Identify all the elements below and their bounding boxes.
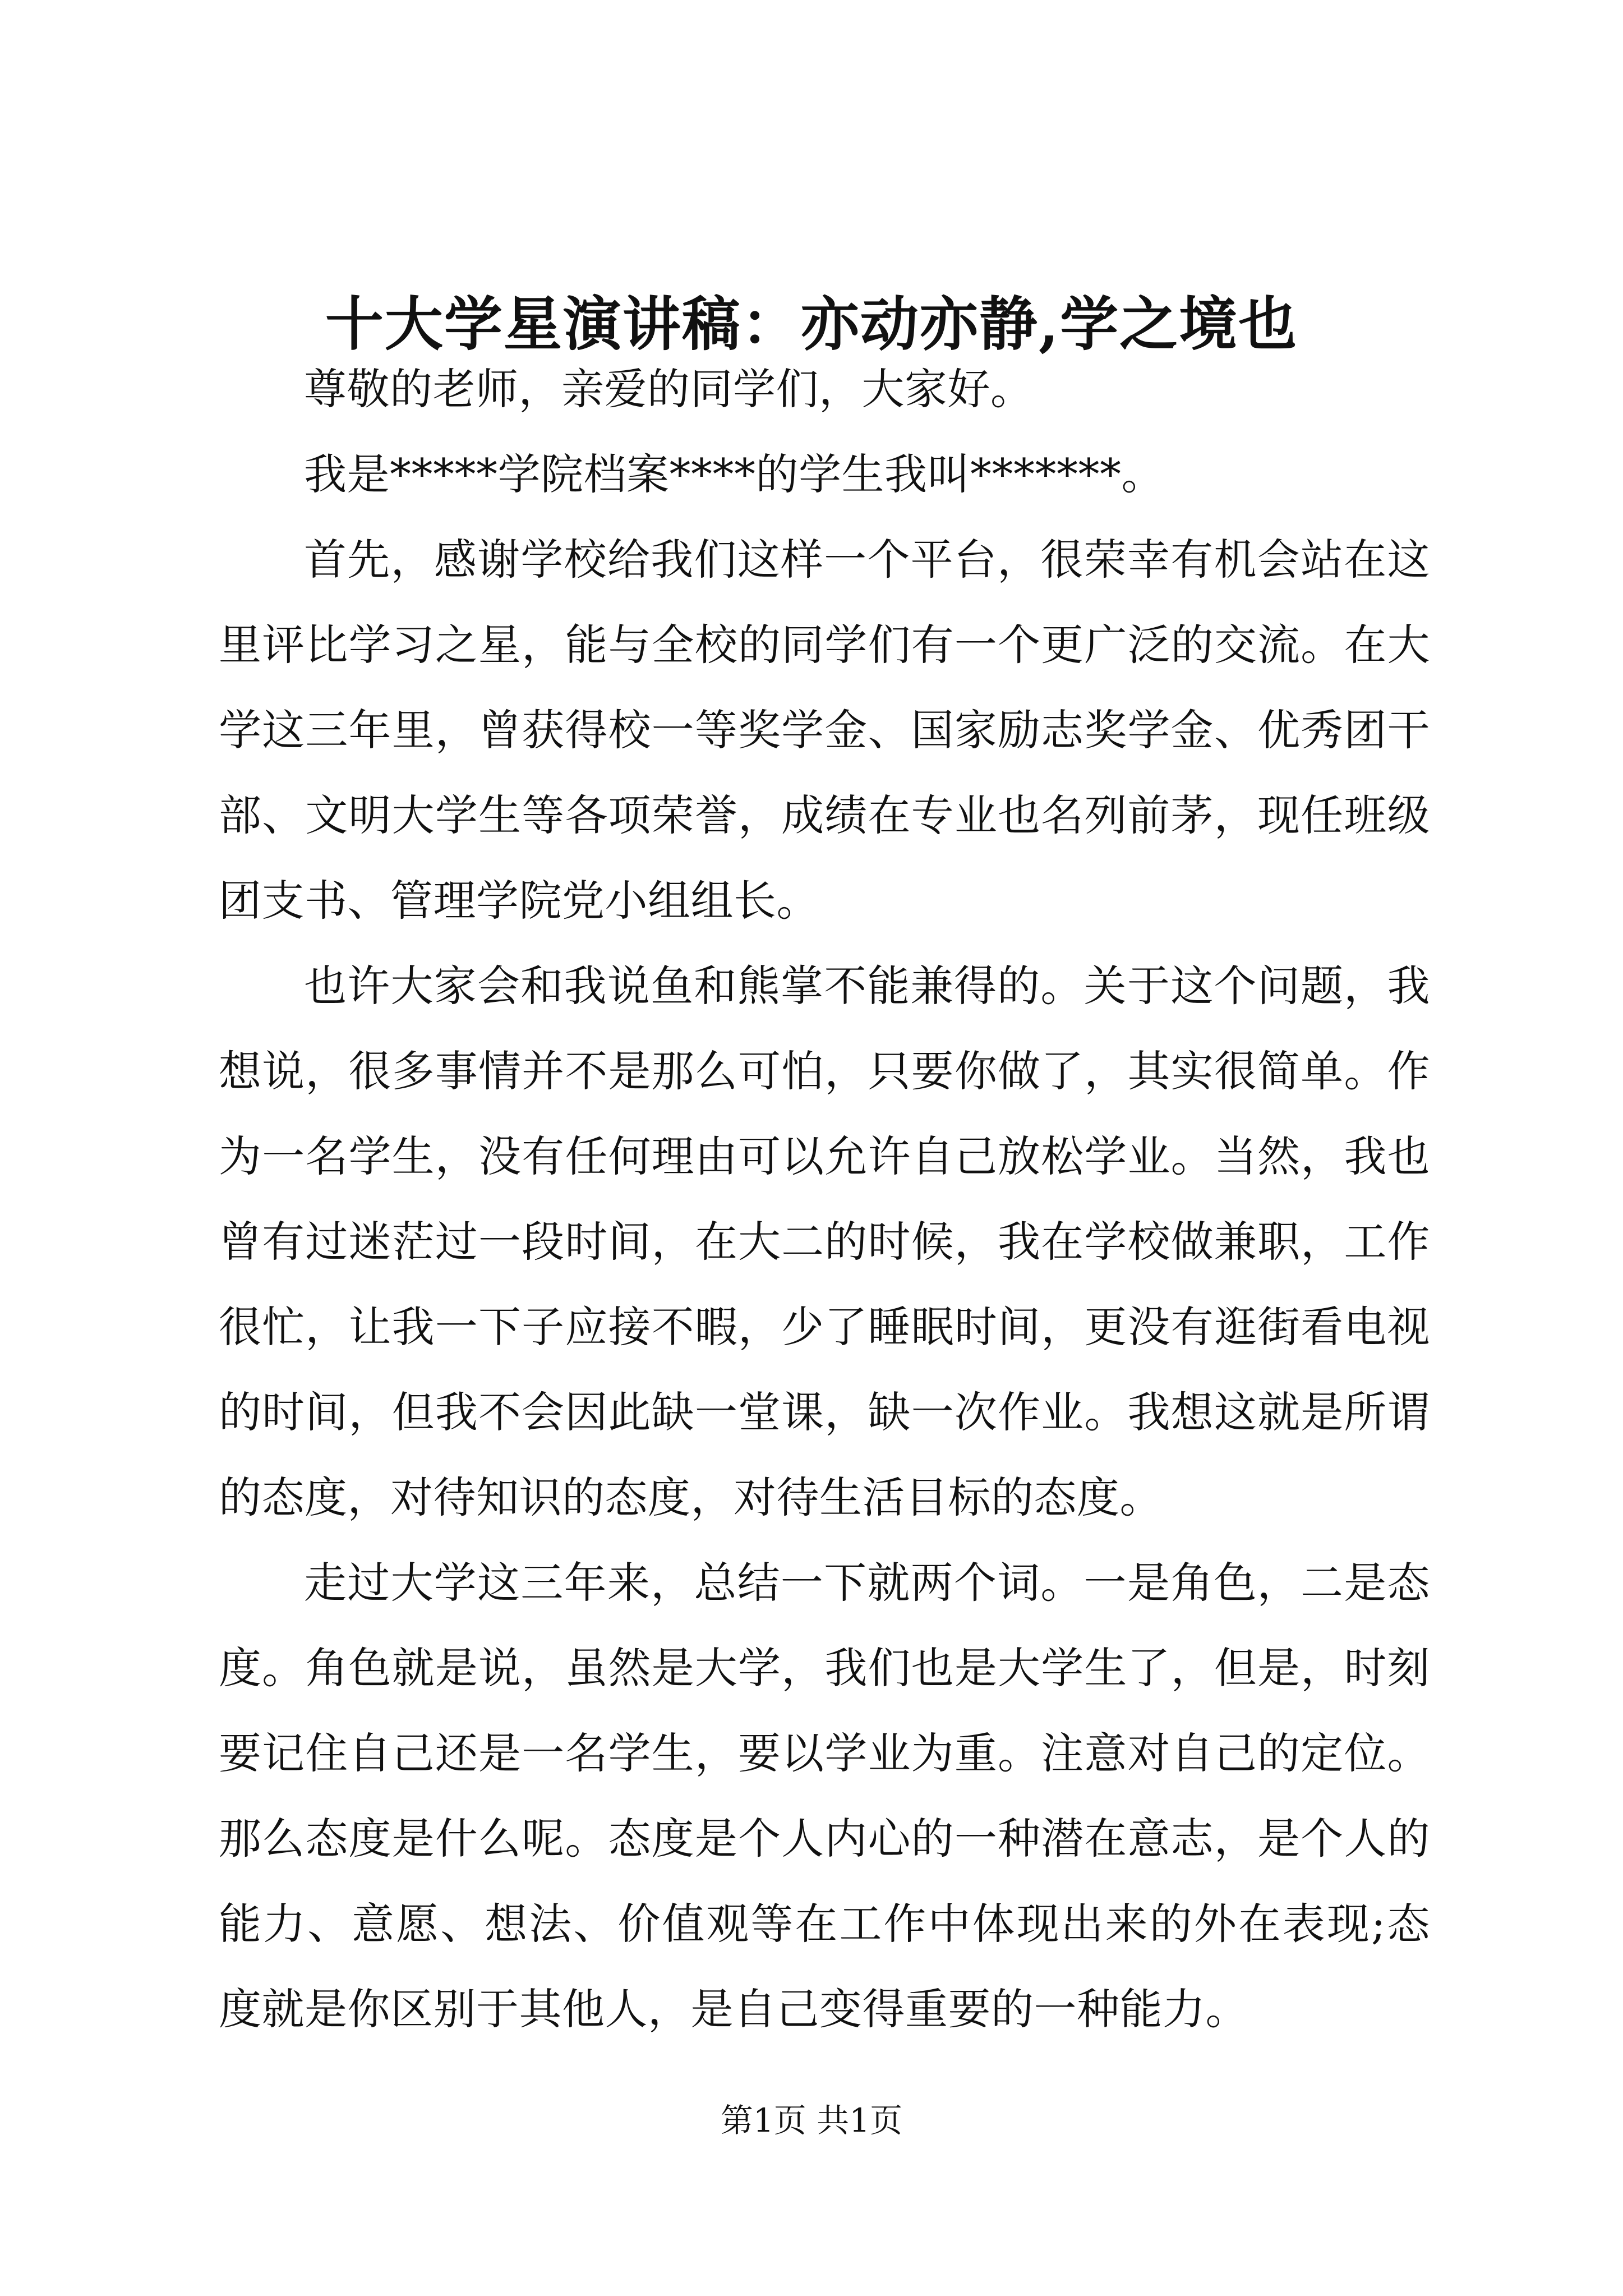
paragraph-summary: 走过大学这三年来，总结一下就两个词。一是角色，二是态度。角色就是说，虽然是大学，我们也是大学生了，但是，时刻要记住自己还是一名学生，要以学业为重。注意对自己的定位。那么态度是什么呢。态度是个人内心的一种潜在意志，是个人的能力、意愿、想法、价值观等在工作中体现出来的外在表现;态度就是你区别于其他人，是自己变得重要的一种能力。 — [219, 1558, 1430, 2034]
paragraph-achievements: 首先，感谢学校给我们这样一个平台，很荣幸有机会站在这里评比学习之星，能与全校的同学们有一个更广泛的交流。在大学这三年里，曾获得校一等奖学金、国家励志奖学金、优秀团干部、文明大学生等各项荣誉，成绩在专业也名列前茅，现任班级团支书、管理学院党小组组长。 — [219, 535, 1430, 926]
paragraph-greeting: 尊敬的老师，亲爱的同学们，大家好。 — [304, 364, 1034, 414]
document-title: 十大学星演讲稿：亦动亦静,学之境也 — [325, 289, 1298, 358]
page-number-footer: 第1页 共1页 — [720, 2101, 903, 2139]
document-body — [219, 347, 1430, 2052]
paragraph-introduction: 我是*****学院档案****的学生我叫*******。 — [304, 449, 1164, 499]
paragraph-attitude: 也许大家会和我说鱼和熊掌不能兼得的。关于这个问题，我想说，很多事情并不是那么可怕，只要你做了，其实很简单。作为一名学生，没有任何理由可以允许自己放松学业。当然，我也曾有过迷茫过一段时间，在大二的时候，我在学校做兼职，工作很忙，让我一下子应接不暇，少了睡眠时间，更没有逛街看电视的时间，但我不会因此缺一堂课，缺一次作业。我想这就是所谓的态度，对待知识的态度，对待生活目标的态度。 — [219, 961, 1430, 1522]
